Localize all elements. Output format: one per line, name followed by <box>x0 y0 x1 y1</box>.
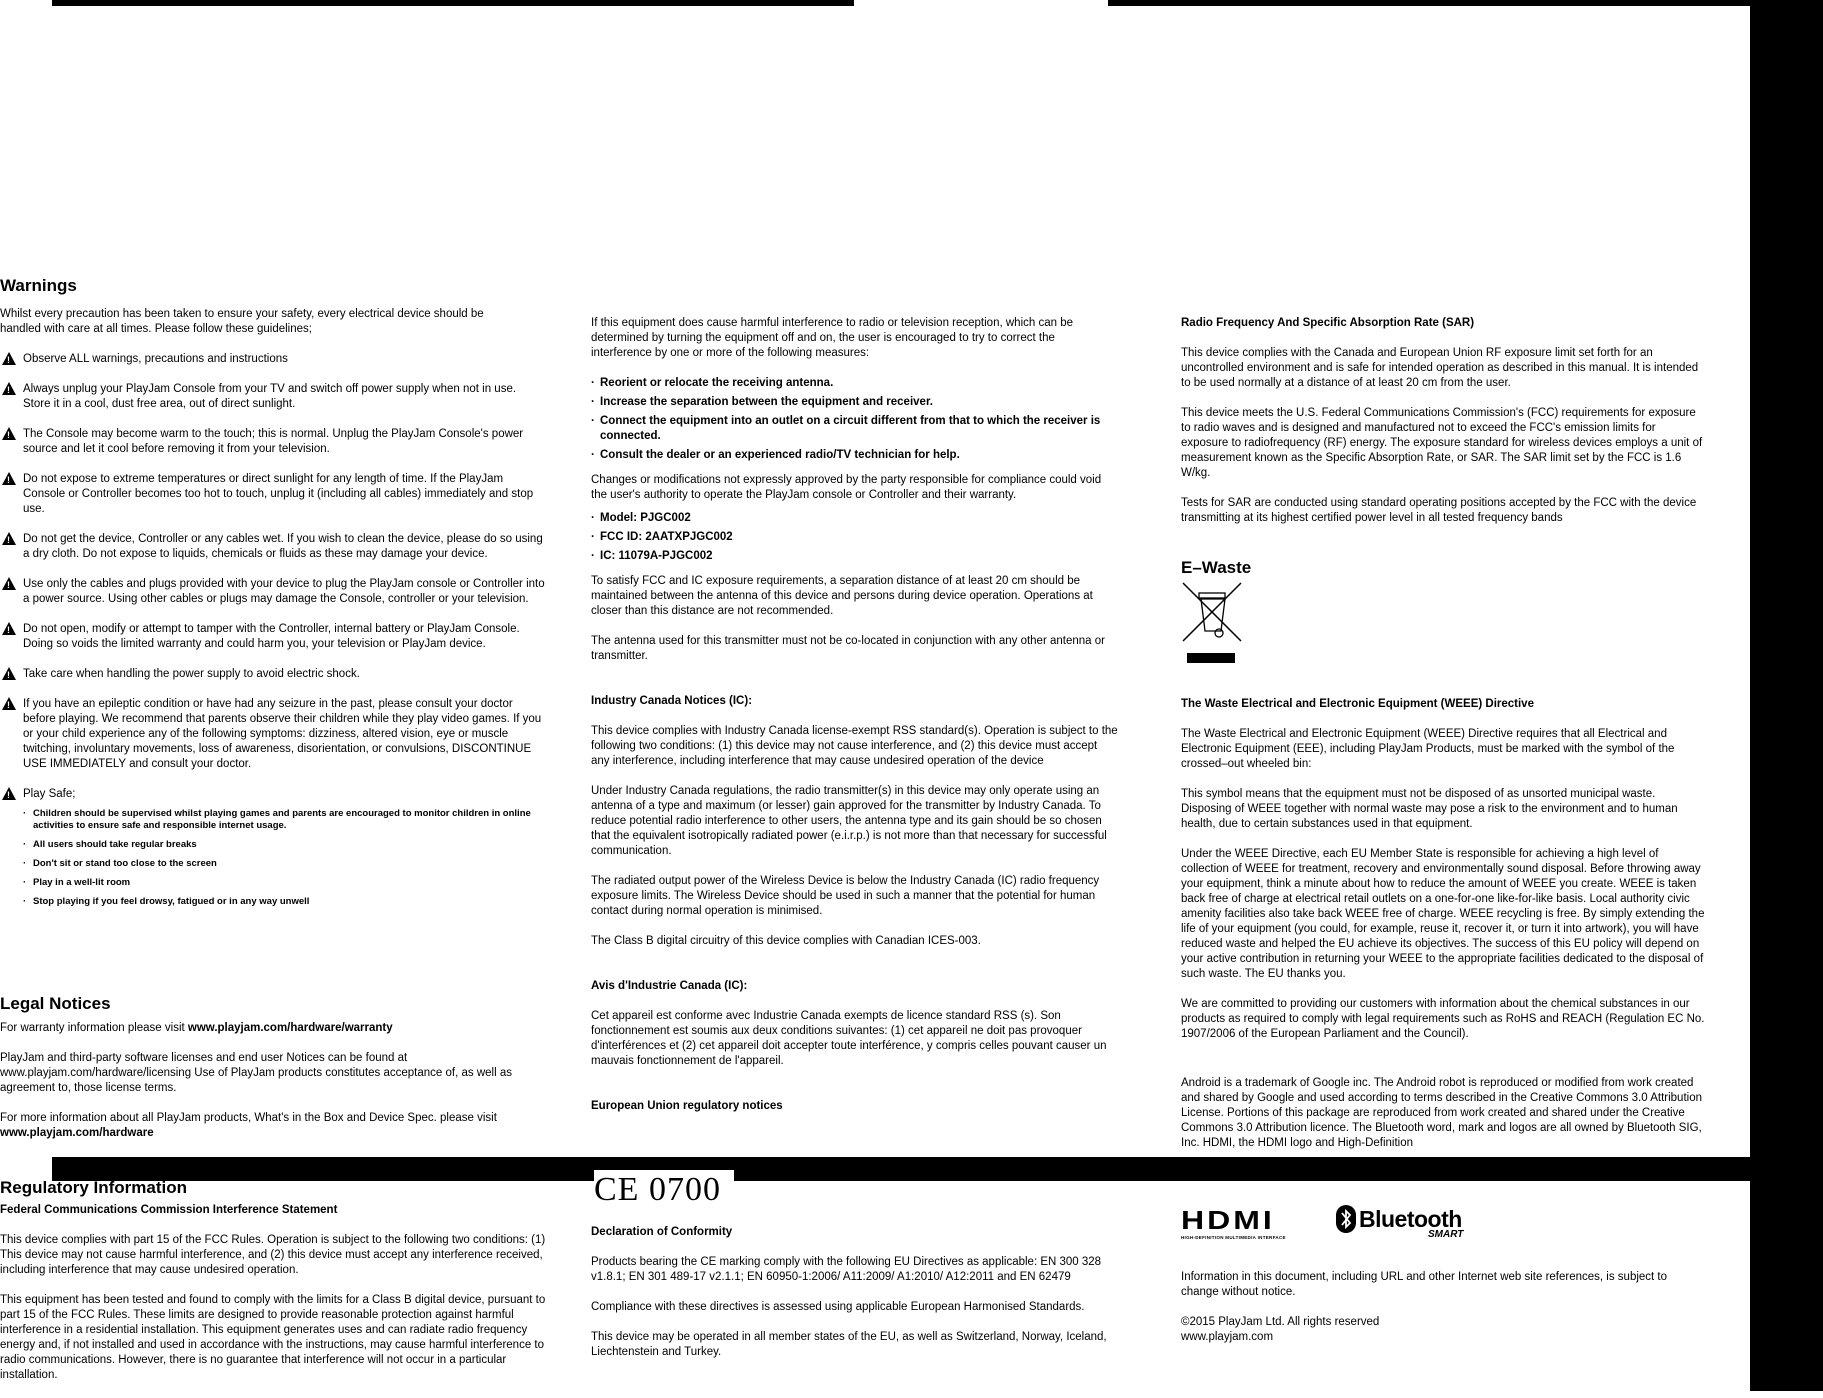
weee-bin-icon <box>1181 581 1706 677</box>
warning-triangle-icon <box>2 532 16 545</box>
sar-paragraph: This device complies with the Canada and European Union RF exposure limit set forth for an uncontrolled environment and is safe for intended operation as described in this manual. It is intended to be used normally at a distance of at least 20 cm from the user. <box>1181 347 1699 389</box>
weee-paragraph: This symbol means that the equipment must not be disposed of as unsorted municipal waste. Disposing of WEEE together with normal waste may pose a risk to the environment and to human health, due to certain substances used in that equipment. <box>1181 788 1678 830</box>
top-bar-right <box>1108 0 1750 6</box>
list-item: · Reorient or relocate the receiving antenna. <box>591 376 1118 391</box>
avis-heading: Avis d'Industrie Canada (IC): <box>591 980 748 992</box>
interference-text: If this equipment does cause harmful interference to radio or television reception, which can be determined by turning the equipment off and on, the user is encouraged to try to correct the interference by one or more of the following measures: <box>591 317 1073 359</box>
right-column <box>1181 316 1706 1057</box>
copyright-text: ©2015 PlayJam Ltd. All rights reserved <box>1181 1316 1380 1328</box>
weee-paragraph: We are committed to providing our customers with information about the chemical substances in our products as required to comply with legal requirements such as RoHS and REACH (Regulation EC No. 1907/2006 of the European Parliament and the Council). <box>1181 998 1705 1040</box>
fcc-paragraph: This equipment has been tested and found to comply with the limits for a Class B digital device, pursuant to part 15 of the FCC Rules. These limits are designed to provide reasonable protection against harmful interference in a residential installation. This equipment generates uses and can radiate radio frequency energy and, if not installed and used in accordance with the instructions, may cause harmful interference to radio communications. However, there is no guarantee that interference will not occur in a particular installation. <box>0 1294 546 1381</box>
warning-triangle-icon <box>2 352 16 365</box>
modifications-text: Changes or modifications not expressly approved by the party responsible for compliance could void the user's authority to operate the PlayJam console or Controller and their warranty. <box>591 474 1102 501</box>
bluetooth-logo: Bluetooth SMART <box>1336 1205 1476 1240</box>
warning-triangle-icon <box>2 427 16 440</box>
warning-item: ! Take care when handling the power supply to avoid electric shock. <box>0 667 545 682</box>
warnings-column <box>0 278 545 915</box>
ce-mark-logo: CE 0700 <box>594 1170 734 1210</box>
ic-paragraph: Under Industry Canada regulations, the radio transmitter(s) in this device may only operate using an antenna of a type and maximum (or lesser) gain approved for the transmitter by Industry Canada. To reduce potential radio interference to other users, the antenna type and its gain should be so chosen that the equivalent isotropically radiated power (e.i.r.p.) is not more than that necessary for successful communication. <box>591 785 1107 857</box>
measures-list <box>591 376 1118 463</box>
conformity-section <box>591 1225 1111 1375</box>
warning-item: ! Play Safe; <box>0 787 545 802</box>
regulatory-heading: Regulatory Information <box>0 1178 188 1197</box>
warnings-heading: Warnings <box>0 276 77 295</box>
warning-triangle-icon <box>2 472 16 485</box>
warning-triangle-icon <box>2 622 16 635</box>
ic-paragraph: This device complies with Industry Canada license-exempt RSS standard(s). Operation is subject to the following two conditions: (1) this device may not cause interference, and (2) this device must accept any interference, including interference that may cause undesired operation of the device <box>591 725 1118 767</box>
ic-heading: Industry Canada Notices (IC): <box>591 695 753 707</box>
warning-triangle-icon <box>2 697 16 710</box>
avis-paragraph: Cet appareil est conforme avec Industrie Canada exempts de licence standard RSS (s). Son fonctionnement est soumis aux deux conditions suivantes: (1) cet appareil ne doit pas provoquer d'interférences et (2) cet appareil doit accepter toute interférence, y compris celles pouvant causer un mauvais fonctionnement de l'appareil. <box>591 1010 1107 1067</box>
warning-item: ! Observe ALL warnings, precautions and instructions <box>0 352 545 367</box>
legal-notices-section <box>0 996 545 1156</box>
fcc-heading: Federal Communications Commission Interference Statement <box>0 1204 338 1216</box>
legal-heading: Legal Notices <box>0 994 111 1013</box>
device-ids-list <box>591 511 1118 564</box>
play-safe-list <box>0 808 545 908</box>
crossed-bin-icon <box>1181 581 1245 669</box>
warning-triangle-icon <box>2 787 16 800</box>
android-text-clip <box>1181 1076 1706 1157</box>
conformity-heading: Declaration of Conformity <box>591 1226 733 1238</box>
antenna-text: The antenna used for this transmitter must not be co-located in conjunction with any other antenna or transmitter. <box>591 635 1105 662</box>
right-edge-bar <box>1750 0 1823 1391</box>
warning-triangle-icon <box>2 577 16 590</box>
fcc-paragraph: This device complies with part 15 of the FCC Rules. Operation is subject to the following two conditions: (1) This device may not cause harmful interference, and (2) this device must accept any interference received, including interference that may cause undesired operation. <box>0 1234 546 1276</box>
list-item: · Model: PJGC002 <box>591 511 1118 526</box>
conformity-paragraph: Products bearing the CE marking comply with the following EU Directives as applicable: EN 300 328 v1.8.1; EN 301 489-17 v2.1.1; EN 60950-1:2006/ A11:2009/ A1:2010/ A12:2011 and EN 62479 <box>591 1256 1102 1283</box>
trademark-paragraph: Android is a trademark of Google inc. The Android robot is reproduced or modified from work created and shared by Google and used according to terms described in the Creative Commons 3.0 Attribution License. Portions of this package are reproduced from work created and shared under the Creative Commons 3.0 Attribution licence. The Bluetooth word, mark and logos are all owned by Bluetooth SIG, Inc. HDMI, the HDMI logo and High-Definition <box>1181 1077 1702 1149</box>
top-bar-left <box>52 0 854 6</box>
hdmi-logo: HDMI HIGH-DEFINITION MULTIMEDIA INTERFACE <box>1181 1205 1286 1240</box>
conformity-paragraph: Compliance with these directives is assessed using applicable European Harmonised Standards. <box>591 1301 1085 1313</box>
warnings-intro: Whilst every precaution has been taken to ensure your safety, every electrical device should be handled with care at all times. Please follow these guidelines; <box>0 308 484 335</box>
info-text: Information in this document, including URL and other Internet web site references, is subject to change without notice. <box>1181 1271 1668 1298</box>
footer-info <box>1181 1270 1706 1345</box>
list-item: · All users should take regular breaks <box>23 839 545 851</box>
licenses-text: PlayJam and third-party software licenses and end user Notices can be found at www.playjam.com/hardware/licensing Use of PlayJam products constitutes acceptance of, as well as agreement to, those license terms. <box>0 1052 512 1094</box>
list-item: · FCC ID: 2AATXPJGC002 <box>591 530 1118 545</box>
warranty-link[interactable]: www.playjam.com/hardware/warranty <box>187 1022 393 1034</box>
eu-heading: European Union regulatory notices <box>591 1100 783 1112</box>
site-link[interactable]: www.playjam.com <box>1181 1331 1274 1343</box>
sar-paragraph: This device meets the U.S. Federal Communications Commission's (FCC) requirements for exposure to radio waves and is designed and manufactured not to exceed the FCC's emission limits for exposure to radiofrequency (RF) energy. The exposure standard for wireless devices employs a unit of measurement known as the Specific Absorption Rate, or SAR. The SAR limit set by the FCC is 1.6 W/kg. <box>1181 407 1703 479</box>
ewaste-heading: E–Waste <box>1181 558 1252 577</box>
weee-heading: The Waste Electrical and Electronic Equipment (WEEE) Directive <box>1181 698 1534 710</box>
list-item: · Connect the equipment into an outlet on a circuit different from that to which the receiver is connected. <box>591 414 1118 444</box>
weee-paragraph: Under the WEEE Directive, each EU Member State is responsible for achieving a high level of collection of WEEE for treatment, recovery and environmentally sound disposal. Before throwing away your equipment, think a minute about how to reduce the amount of WEEE you create. WEEE is taken back free of charge at electrical retail outlets on a one-for-one like-for-like basis. Local authority civic amenity facilities also take back WEEE free of charge. WEEE recycling is free. By simply extending the life of your equipment (you could, for example, reuse it, recover it, or turn it into artwork), you will have reduced waste and helped the EU achieve its objectives. The success of this EU policy will depend on your active contribution in returning your WEEE to the appropriate facilities dedicated to the disposal of such waste. The EU thanks you. <box>1181 848 1705 980</box>
exposure-text: To satisfy FCC and IC exposure requirements, a separation distance of at least 20 cm should be maintained between the antenna of this device and persons during device operation. Operations at closer than this distance are not recommended. <box>591 575 1093 617</box>
hardware-link[interactable]: www.playjam.com/hardware <box>0 1127 154 1139</box>
warning-item: ! Always unplug your PlayJam Console from your TV and switch off power supply when not in use. Store it in a cool, dust free area, out of direct sunlight. <box>0 382 545 412</box>
list-item: · IC: 11079A-PJGC002 <box>591 549 1118 564</box>
list-item: · Don't sit or stand too close to the screen <box>23 858 545 870</box>
ic-paragraph: The Class B digital circuitry of this device complies with Canadian ICES-003. <box>591 935 981 947</box>
list-item: · Play in a well-lit room <box>23 877 545 889</box>
warning-item: ! Do not open, modify or attempt to tamper with the Controller, internal battery or PlayJam Console. Doing so voids the limited warranty and could harm you, your television or PlayJam device. <box>0 622 545 652</box>
warning-item: ! If you have an epileptic condition or have had any seizure in the past, please consult your doctor before playing. We recommend that parents observe their children while they play video games. If you or your child experience any of the following symptoms: dizziness, altered vision, eye or muscle twitching, involuntary movements, loss of awareness, disorientation, or convulsions, DISCONTINUE USE IMMEDIATELY and consult your doctor. <box>0 697 545 772</box>
bluetooth-rune-icon <box>1336 1205 1356 1233</box>
warning-item: ! Use only the cables and plugs provided with your device to plug the PlayJam console or Controller into a power source. Using other cables or plugs may damage the Console, controller or your television. <box>0 577 545 607</box>
regulatory-section <box>0 1180 548 1398</box>
warning-item: ! Do not expose to extreme temperatures or direct sunlight for any length of time. If the PlayJam Console or Controller becomes too hot to touch, unplug it (including all cables) immediately and stop use. <box>0 472 545 517</box>
sar-heading: Radio Frequency And Specific Absorption Rate (SAR) <box>1181 317 1475 329</box>
ic-paragraph: The radiated output power of the Wireless Device is below the Industry Canada (IC) radio frequency exposure limits. The Wireless Device should be used in such a manner that the potential for human contact during normal operation is minimised. <box>591 875 1100 917</box>
weee-paragraph: The Waste Electrical and Electronic Equipment (WEEE) Directive requires that all Electrical and Electronic Equipment (EEE), including PlayJam Products, must be marked with the symbol of the crossed–out wheeled bin: <box>1181 728 1675 770</box>
warning-triangle-icon <box>2 382 16 395</box>
warranty-text: For warranty information please visit www.playjam.com/hardware/warranty <box>0 1022 393 1034</box>
warning-triangle-icon <box>2 667 16 680</box>
conformity-paragraph: This device may be operated in all member states of the EU, as well as Switzerland, Norway, Iceland, Liechtenstein and Turkey. <box>591 1331 1107 1358</box>
list-item: · Children should be supervised whilst playing games and parents are encouraged to monitor children in online activities to ensure safe and responsible internet usage. <box>23 808 545 832</box>
more-info-text: For more information about all PlayJam products, What's in the Box and Device Spec. please visit www.playjam.com/hardware <box>0 1112 497 1139</box>
middle-column <box>591 316 1118 1129</box>
list-item: · Consult the dealer or an experienced radio/TV technician for help. <box>591 448 1118 463</box>
list-item: · Increase the separation between the equipment and receiver. <box>591 395 1118 410</box>
fold-bar <box>52 1157 1823 1181</box>
sar-paragraph: Tests for SAR are conducted using standard operating positions accepted by the FCC with the device transmitting at its highest certified power level in all tested frequency bands <box>1181 497 1697 524</box>
list-item: · Stop playing if you feel drowsy, fatigued or in any way unwell <box>23 896 545 908</box>
warning-item: ! The Console may become warm to the touch; this is normal. Unplug the PlayJam Console's power source and let it cool before removing it from your television. <box>0 427 545 457</box>
warning-item: ! Do not get the device, Controller or any cables wet. If you wish to clean the device, please do so using a dry cloth. Do not expose to liquids, chemicals or fluids as these may damage your device. <box>0 532 545 562</box>
